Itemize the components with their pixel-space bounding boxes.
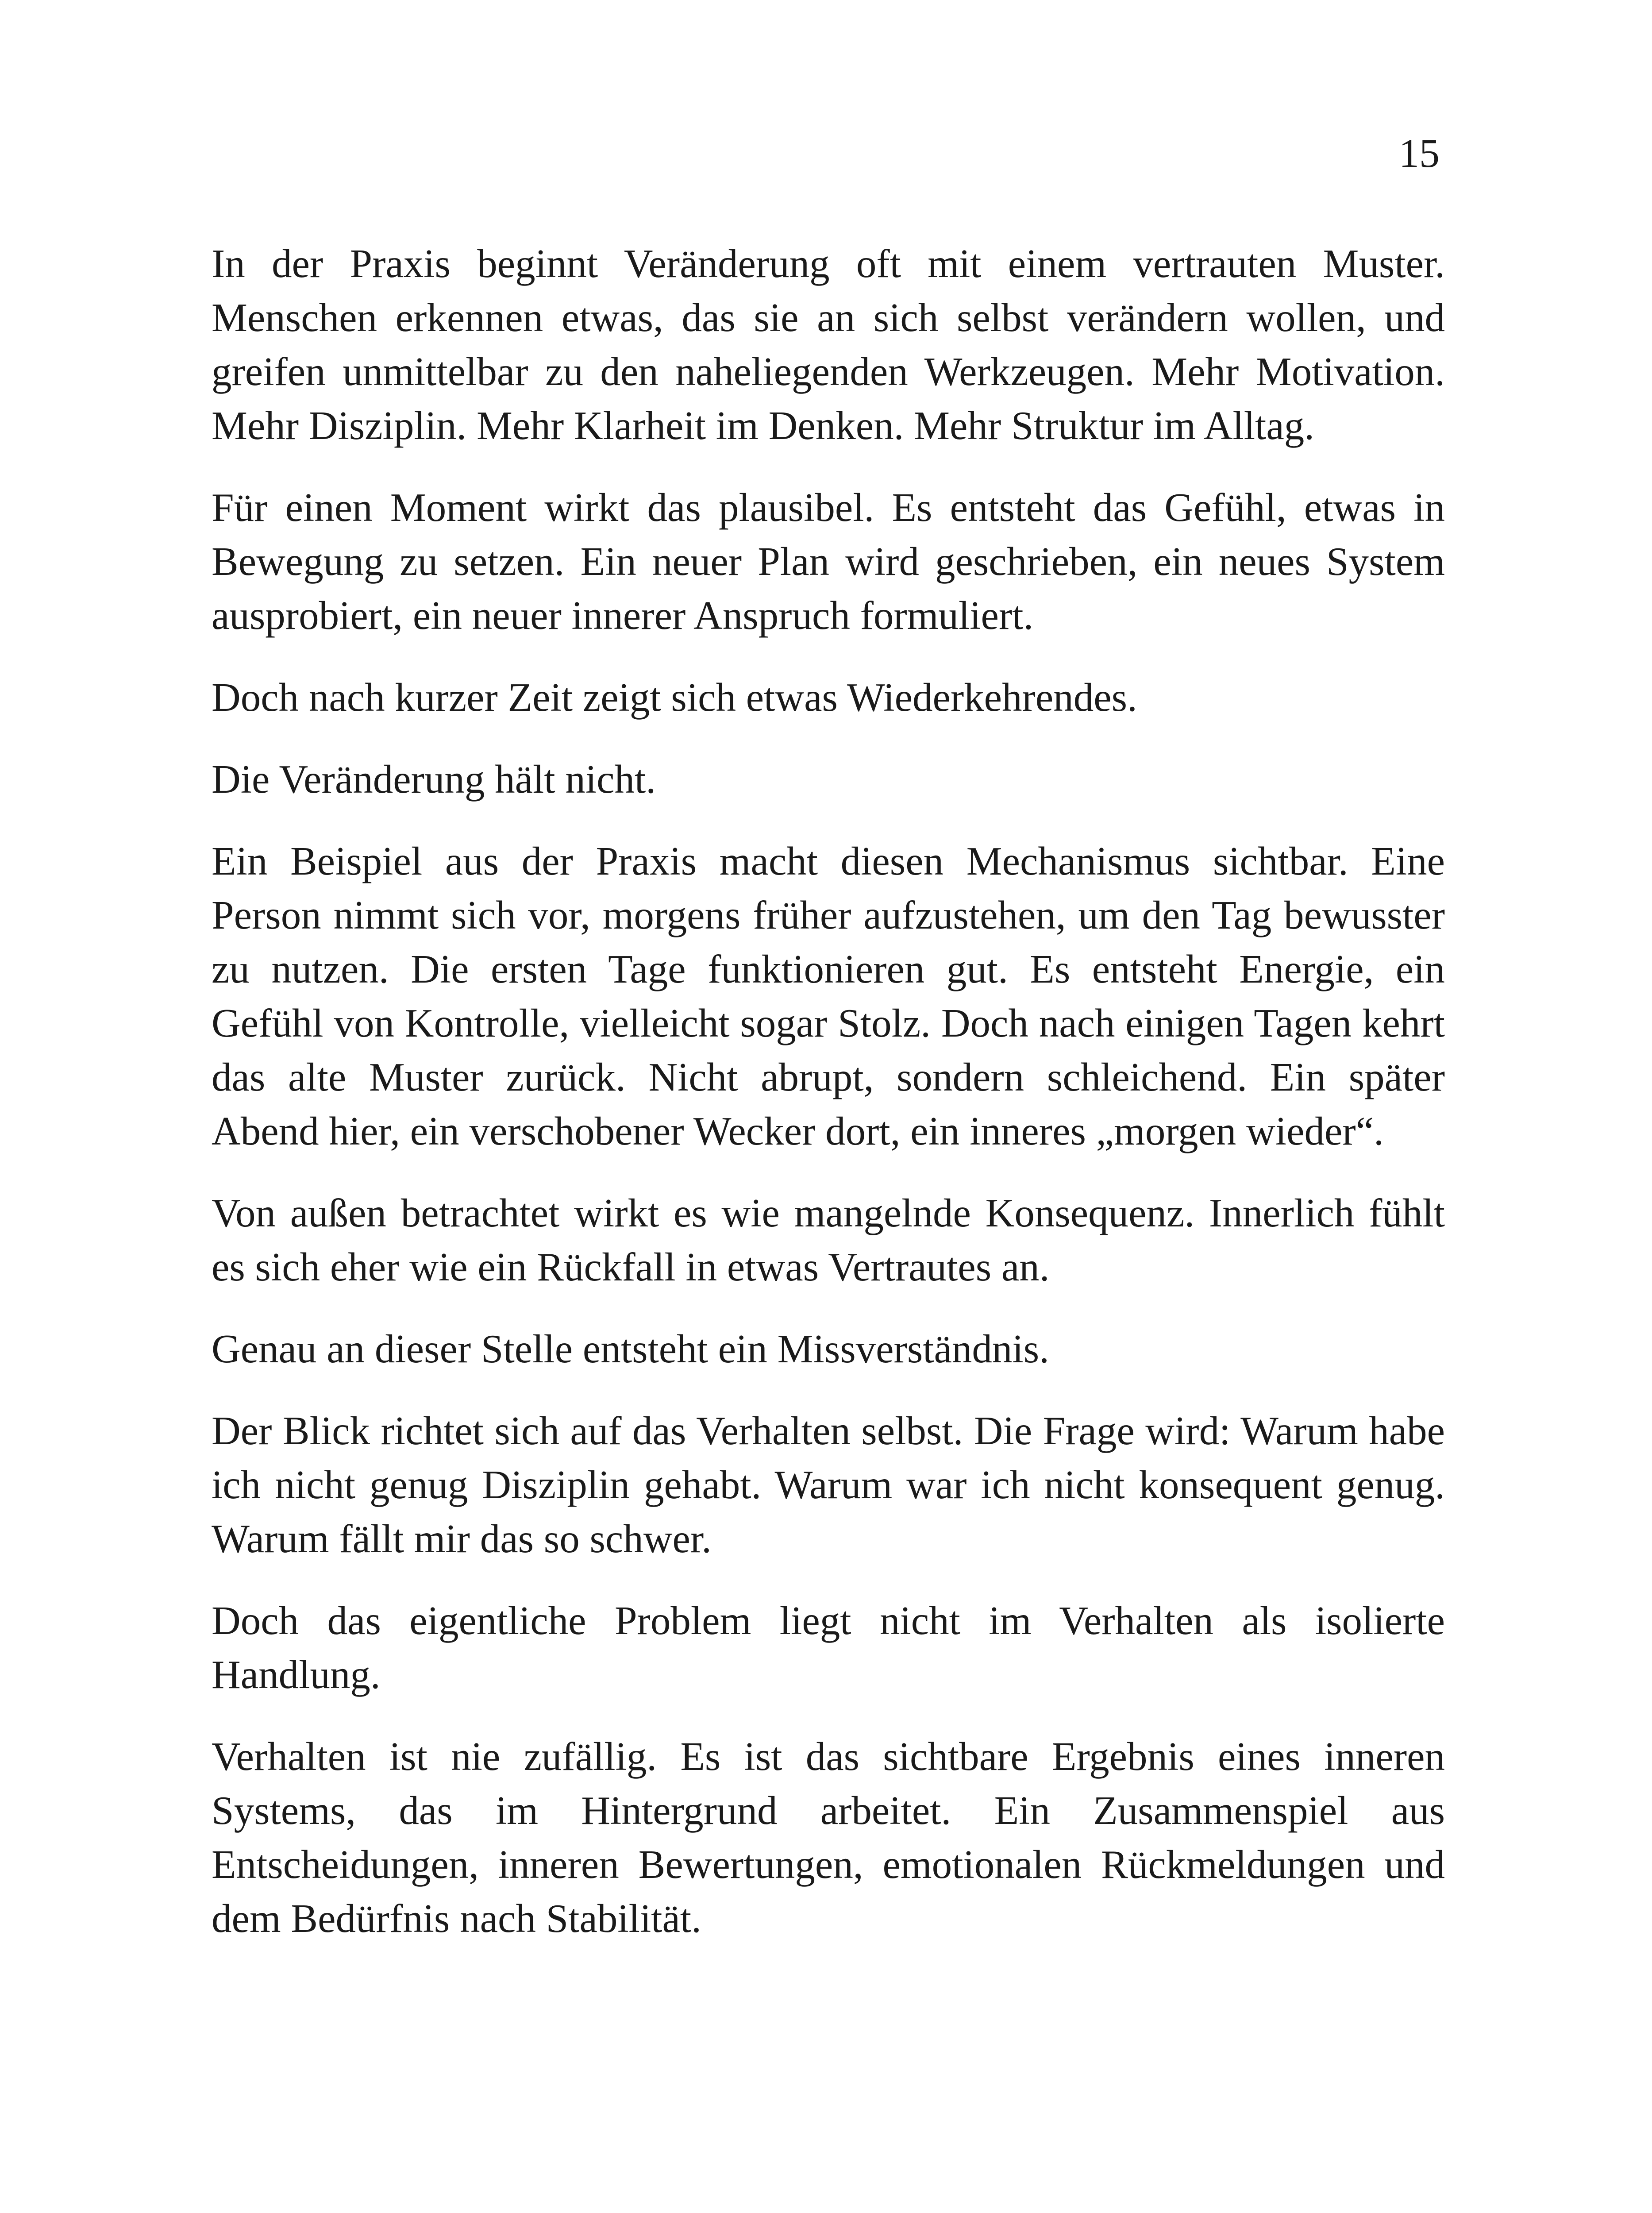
paragraph-9: Doch das eigentliche Problem liegt nicht im Verhalten als isolierte Handlung. [212,1598,1445,1697]
paragraph-2: Für einen Moment wirkt das plausibel. Es entsteht das Gefühl, etwas in Bewegung zu setzen. Ein neuer Plan wird geschrieben, ein neues System ausprobiert, ein neuer innerer Anspruch formuliert. [212,485,1445,638]
paragraph-6: Von außen betrachtet wirkt es wie mangelnde Konsequenz. Innerlich fühlt es sich eher wie ein Rückfall in etwas Vertrautes an. [212,1191,1445,1289]
paragraph-7: Genau an dieser Stelle entsteht ein Missverständnis. [212,1326,1049,1371]
paragraph-10: Verhalten ist nie zufällig. Es ist das sichtbare Ergebnis eines inneren Systems, das im Hintergrund arbeitet. Ein Zusammenspiel aus Entscheidungen, inneren Bewertungen, emotionalen Rückmeldungen und dem Bedürfnis nach Stabilität. [212,1734,1445,1941]
paragraph-5: Ein Beispiel aus der Praxis macht diesen Mechanismus sichtbar. Eine Person nimmt sich vor, morgens früher aufzustehen, um den Tag bewusster zu nutzen. Die ersten Tage funktionieren gut. Es entsteht Energie, ein Gefühl von Kontrolle, vielleicht sogar Stolz. Doch nach einigen Tagen kehrt das alte Muster zurück. Nicht abrupt, sondern schleichend. Ein später Abend hier, ein verschobener Wecker dort, ein inneres „morgen wieder“. [212,839,1445,1153]
paragraph-3: Doch nach kurzer Zeit zeigt sich etwas Wiederkehrendes. [212,675,1137,720]
paragraph-4: Die Veränderung hält nicht. [212,757,656,802]
paragraph-1: In der Praxis beginnt Veränderung oft mit einem vertrauten Muster. Menschen erkennen etwas, das sie an sich selbst verändern wollen, und greifen unmittelbar zu den naheliegenden Werkzeugen. Mehr Motivation. Mehr Disziplin. Mehr Klarheit im Denken. Mehr Struktur im Alltag. [212,241,1445,448]
page-body [212,237,1445,1974]
paragraph-8: Der Blick richtet sich auf das Verhalten selbst. Die Frage wird: Warum habe ich nicht genug Disziplin gehabt. Warum war ich nicht konsequent genug. Warum fällt mir das so schwer. [212,1408,1445,1561]
page-number: 15 [1399,131,1440,176]
